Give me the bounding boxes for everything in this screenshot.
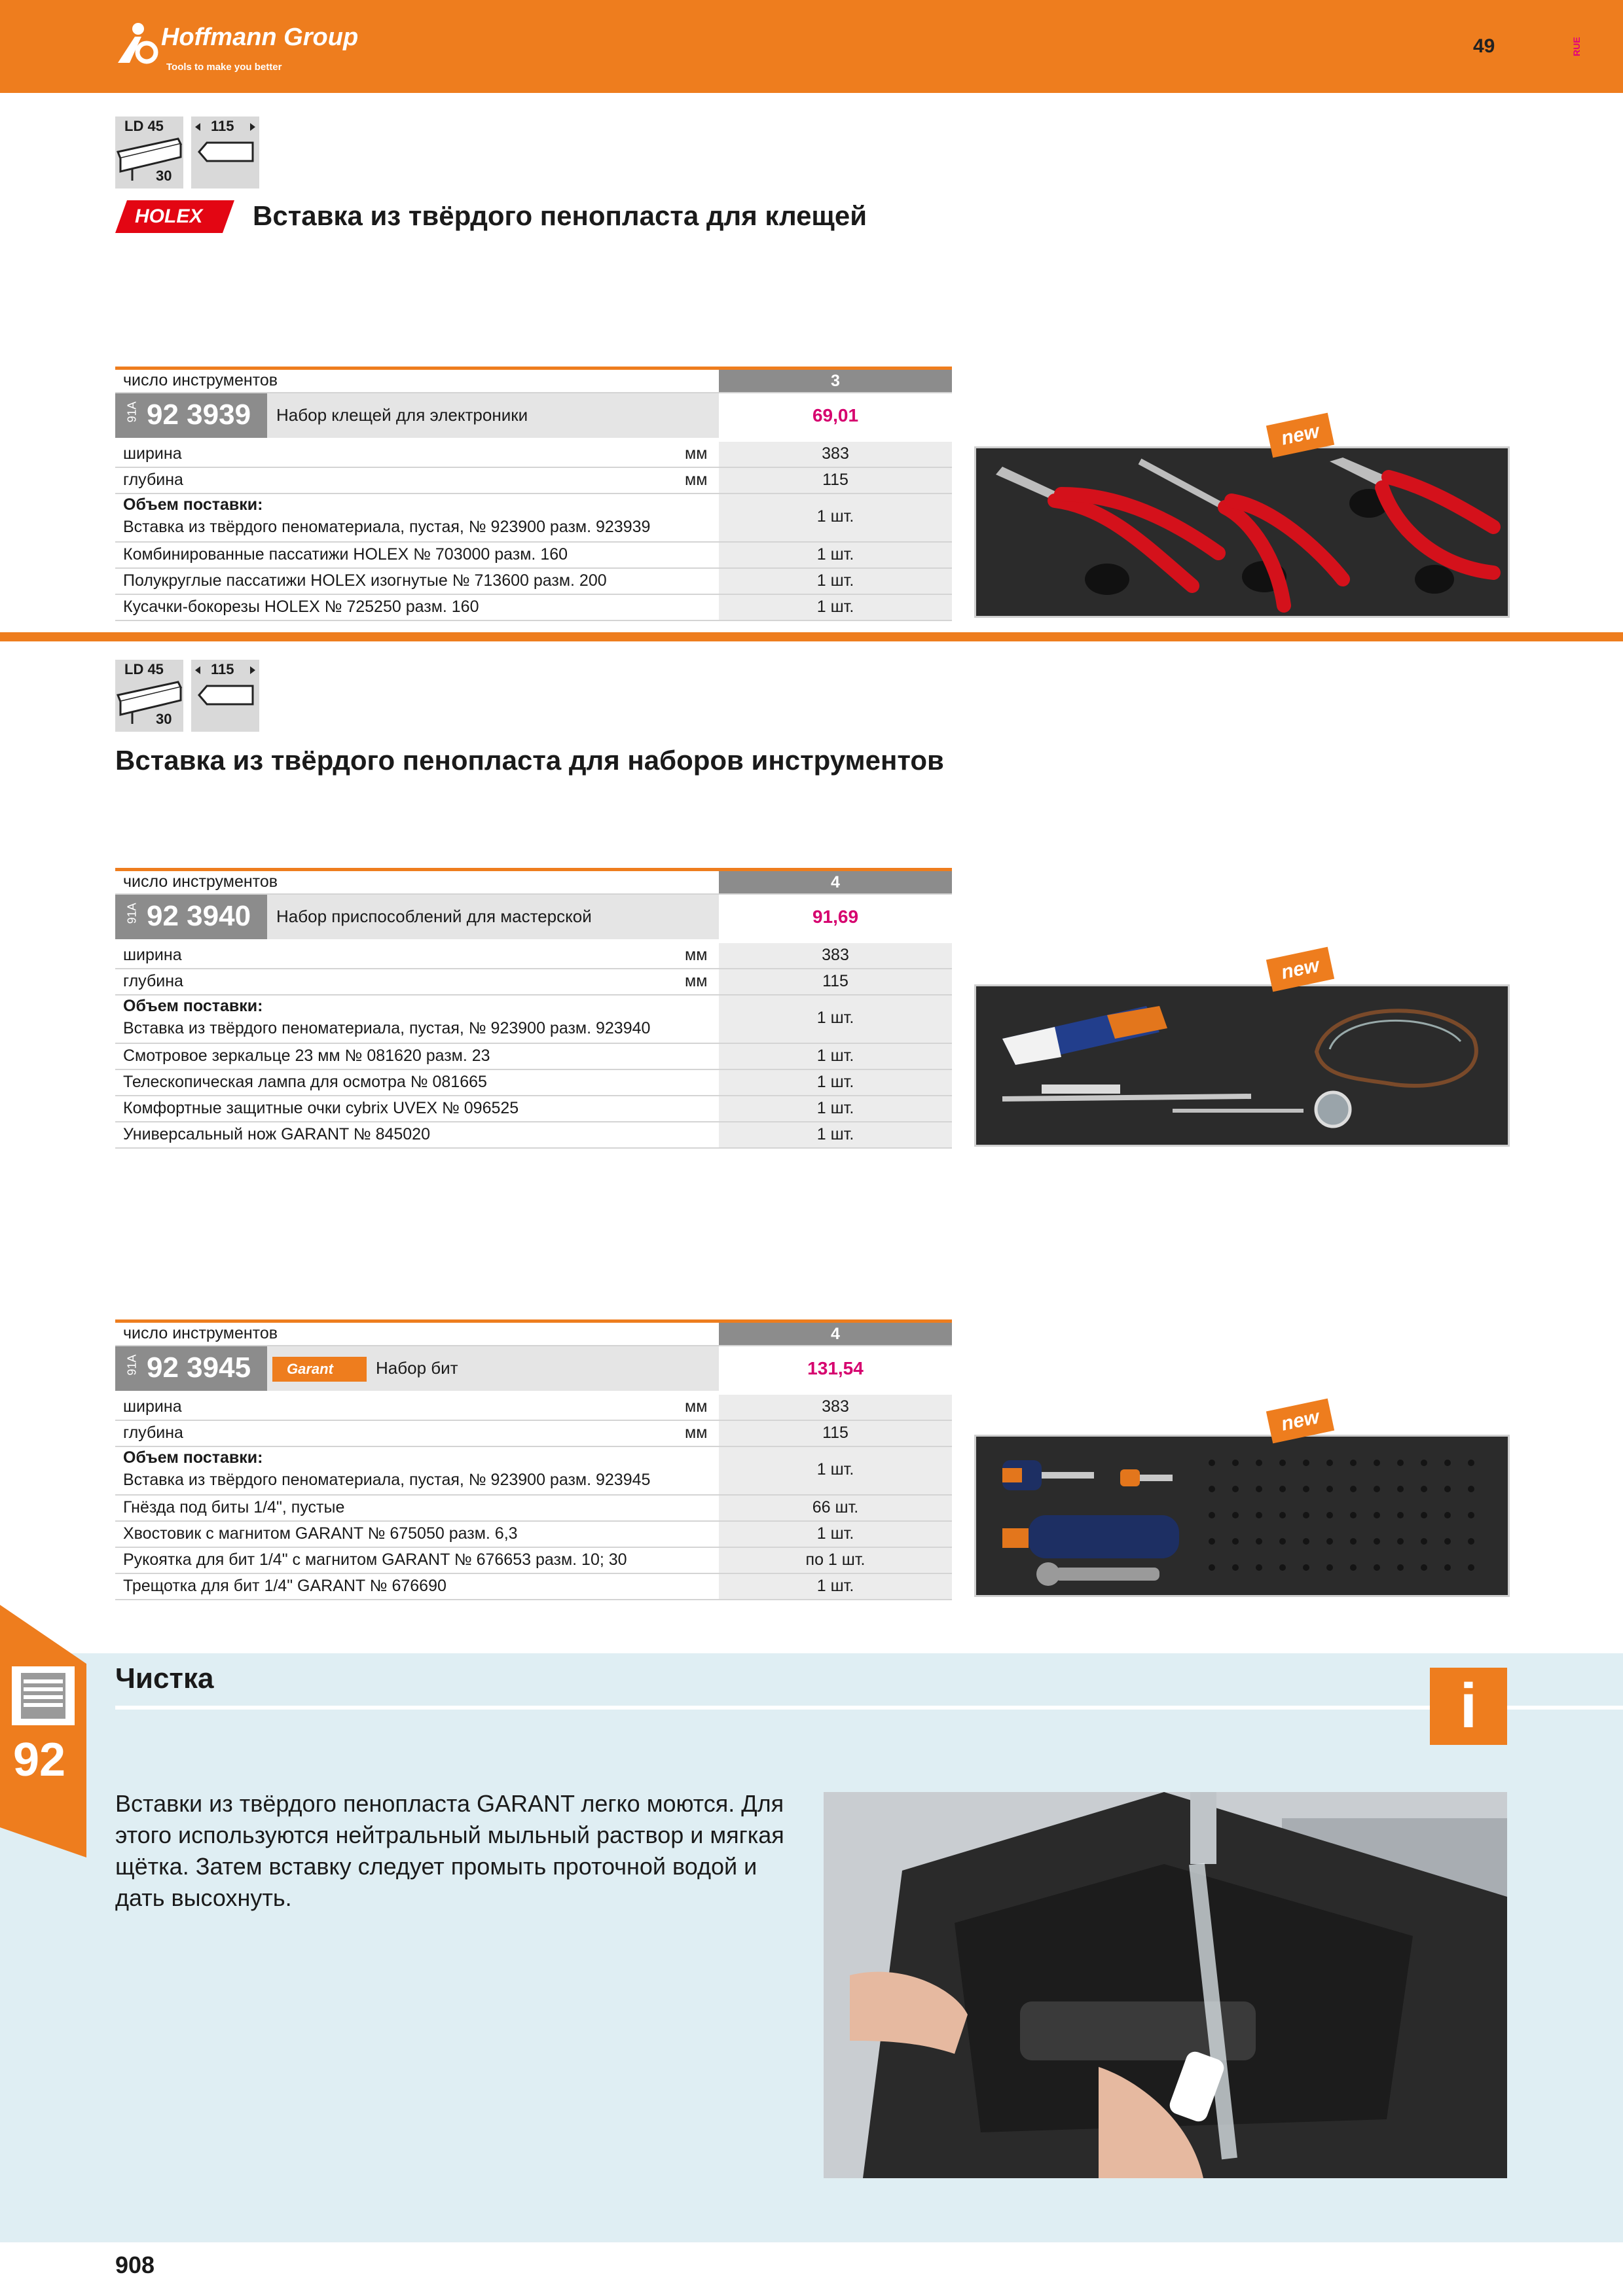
count-value: 3 bbox=[719, 370, 952, 392]
article-row bbox=[115, 393, 952, 438]
article-name: Набор клещей для электроники bbox=[276, 405, 528, 425]
dimension-height: 30 bbox=[156, 168, 172, 184]
workshop-set-illustration bbox=[976, 986, 1508, 1145]
list-item-qty: 1 шт. bbox=[816, 545, 854, 564]
brand-tagline: Tools to make you better bbox=[166, 62, 282, 73]
width-unit: мм bbox=[685, 946, 708, 964]
depth-label: глубина bbox=[123, 471, 183, 489]
width-label: ширина bbox=[123, 946, 182, 964]
tool-cabinet-icon bbox=[12, 1666, 75, 1725]
list-item-qty: по 1 шт. bbox=[805, 1551, 866, 1569]
pliers-set-photo bbox=[974, 446, 1510, 618]
header-page-number: 49 bbox=[1473, 35, 1495, 57]
dimension-icon bbox=[115, 117, 259, 188]
article-prefix: 91A bbox=[125, 401, 139, 423]
article-number: 92 3939 bbox=[147, 399, 251, 431]
list-item: Хвостовик с магнитом GARANT № 675050 разм. 6,3 bbox=[123, 1524, 518, 1543]
list-item: Смотровое зеркальце 23 мм № 081620 разм. 23 bbox=[123, 1047, 490, 1065]
scope-first-value: 1 шт. bbox=[816, 507, 854, 526]
section-divider bbox=[0, 632, 1623, 641]
washing-illustration bbox=[824, 1792, 1507, 2178]
info-icon: i bbox=[1430, 1668, 1507, 1745]
section1-title: Вставка из твёрдого пенопласта для клещей bbox=[253, 200, 867, 231]
garant-badge bbox=[272, 1357, 367, 1382]
list-item: Кусачки-бокорезы HOLEX № 725250 разм. 160 bbox=[123, 598, 479, 616]
depth-label: глубина bbox=[123, 972, 183, 990]
article-number: 92 3940 bbox=[147, 900, 251, 932]
chapter-tab-shape bbox=[0, 1605, 86, 1857]
pliers-illustration bbox=[976, 448, 1508, 616]
dimension-icon bbox=[115, 660, 259, 732]
count-label: число инструментов bbox=[123, 872, 278, 891]
depth-value: 115 bbox=[822, 471, 848, 489]
product-table-923939 bbox=[115, 367, 952, 618]
garant-badge-text: Garant bbox=[287, 1361, 333, 1377]
article-prefix: 91A bbox=[125, 903, 139, 924]
list-item-qty: 1 шт. bbox=[816, 1125, 854, 1143]
dimension-length: 115 bbox=[211, 118, 234, 134]
depth-unit: мм bbox=[685, 972, 708, 990]
list-item: Комфортные защитные очки cybrix UVEX № 096525 bbox=[123, 1099, 519, 1117]
article-name: Набор бит bbox=[376, 1358, 458, 1378]
list-item: Гнёзда под биты 1/4", пустые bbox=[123, 1498, 345, 1516]
article-row bbox=[115, 1346, 952, 1391]
list-item-qty: 1 шт. bbox=[816, 1577, 854, 1595]
list-item-qty: 1 шт. bbox=[816, 571, 854, 590]
new-badge: new bbox=[1266, 413, 1334, 458]
width-value: 383 bbox=[822, 946, 849, 964]
depth-label: глубина bbox=[123, 1424, 183, 1442]
article-row bbox=[115, 895, 952, 939]
width-label: ширина bbox=[123, 1397, 182, 1416]
list-item: Универсальный нож GARANT № 845020 bbox=[123, 1125, 430, 1143]
holex-badge-text: HOLEX bbox=[135, 206, 203, 227]
cleaning-photo bbox=[824, 1792, 1507, 2178]
chapter-tab bbox=[0, 1605, 86, 1857]
scope-first-item: Вставка из твёрдого пеноматериала, пустая, № 923900 разм. 923945 bbox=[123, 1471, 651, 1489]
list-item: Комбинированные пассатижи HOLEX № 703000 разм. 160 bbox=[123, 545, 568, 564]
list-item-qty: 1 шт. bbox=[816, 1047, 854, 1065]
article-code bbox=[115, 1346, 267, 1391]
dimension-label: LD 45 bbox=[124, 661, 164, 677]
scope-first-item: Вставка из твёрдого пеноматериала, пустая, № 923900 разм. 923939 bbox=[123, 518, 651, 536]
width-unit: мм bbox=[685, 1397, 708, 1416]
count-value: 4 bbox=[719, 871, 952, 893]
article-name: Набор приспособлений для мастерской bbox=[276, 906, 592, 926]
brand-name: Hoffmann Group bbox=[161, 24, 359, 51]
scope-label: Объем поставки: bbox=[123, 1448, 263, 1467]
list-item-qty: 1 шт. bbox=[816, 1524, 854, 1543]
list-item-qty: 1 шт. bbox=[816, 1073, 854, 1091]
list-item-qty: 1 шт. bbox=[816, 1099, 854, 1117]
product-table-923940 bbox=[115, 868, 952, 1145]
width-unit: мм bbox=[685, 444, 708, 463]
list-item: Рукоятка для бит 1/4" с магнитом GARANT № 676653 разм. 10; 30 bbox=[123, 1551, 627, 1569]
list-item: Трещотка для бит 1/4" GARANT № 676690 bbox=[123, 1577, 447, 1595]
holex-badge bbox=[115, 200, 234, 233]
dimension-label: LD 45 bbox=[124, 118, 164, 134]
bit-set-photo bbox=[974, 1435, 1510, 1597]
workshop-set-photo bbox=[974, 984, 1510, 1147]
dimension-length: 115 bbox=[211, 661, 234, 677]
list-item-qty: 1 шт. bbox=[816, 598, 854, 616]
width-value: 383 bbox=[822, 1397, 849, 1416]
price: 91,69 bbox=[719, 895, 952, 939]
count-value: 4 bbox=[719, 1323, 952, 1345]
hoffmann-logo-icon bbox=[115, 20, 161, 65]
dimension-height: 30 bbox=[156, 711, 172, 727]
bit-set-illustration bbox=[976, 1437, 1508, 1595]
depth-unit: мм bbox=[685, 1424, 708, 1442]
product-table-923945 bbox=[115, 1319, 952, 1597]
article-number: 92 3945 bbox=[147, 1352, 251, 1384]
cleaning-text: Вставки из твёрдого пенопласта GARANT легко моются. Для этого используются нейтральный мыльный раствор и мягкая щётка. Затем вставку следует промыть проточной водой и дать высохнуть. bbox=[115, 1790, 784, 1911]
article-prefix: 91A bbox=[125, 1354, 139, 1376]
scope-label: Объем поставки: bbox=[123, 495, 263, 514]
count-label: число инструментов bbox=[123, 1324, 278, 1342]
list-item-qty: 66 шт. bbox=[812, 1498, 859, 1516]
list-item: Телескопическая лампа для осмотра № 081665 bbox=[123, 1073, 487, 1091]
footer-page-number: 908 bbox=[115, 2251, 155, 2278]
depth-value: 115 bbox=[822, 972, 848, 990]
cleaning-title: Чистка bbox=[115, 1662, 214, 1695]
list-item: Полукруглые пассатижи HOLEX изогнутые № 713600 разм. 200 bbox=[123, 571, 607, 590]
depth-unit: мм bbox=[685, 471, 708, 489]
scope-first-item: Вставка из твёрдого пеноматериала, пустая, № 923900 разм. 923940 bbox=[123, 1019, 651, 1037]
scope-first-value: 1 шт. bbox=[816, 1460, 854, 1479]
price: 131,54 bbox=[719, 1346, 952, 1391]
width-label: ширина bbox=[123, 444, 182, 463]
scope-first-value: 1 шт. bbox=[816, 1009, 854, 1027]
article-code bbox=[115, 895, 267, 939]
article-code bbox=[115, 393, 267, 438]
width-value: 383 bbox=[822, 444, 849, 463]
new-badge: new bbox=[1266, 1399, 1334, 1444]
price: 69,01 bbox=[719, 393, 952, 438]
hoffmann-logo bbox=[115, 20, 390, 79]
scope-label: Объем поставки: bbox=[123, 997, 263, 1015]
count-label: число инструментов bbox=[123, 371, 278, 389]
language-code: RUE bbox=[1571, 37, 1582, 56]
depth-value: 115 bbox=[822, 1424, 848, 1442]
new-badge: new bbox=[1266, 947, 1334, 992]
section2-title: Вставка из твёрдого пенопласта для наборов инструментов bbox=[115, 745, 944, 776]
chapter-number: 92 bbox=[13, 1734, 66, 1786]
cleaning-rule bbox=[115, 1706, 1623, 1710]
